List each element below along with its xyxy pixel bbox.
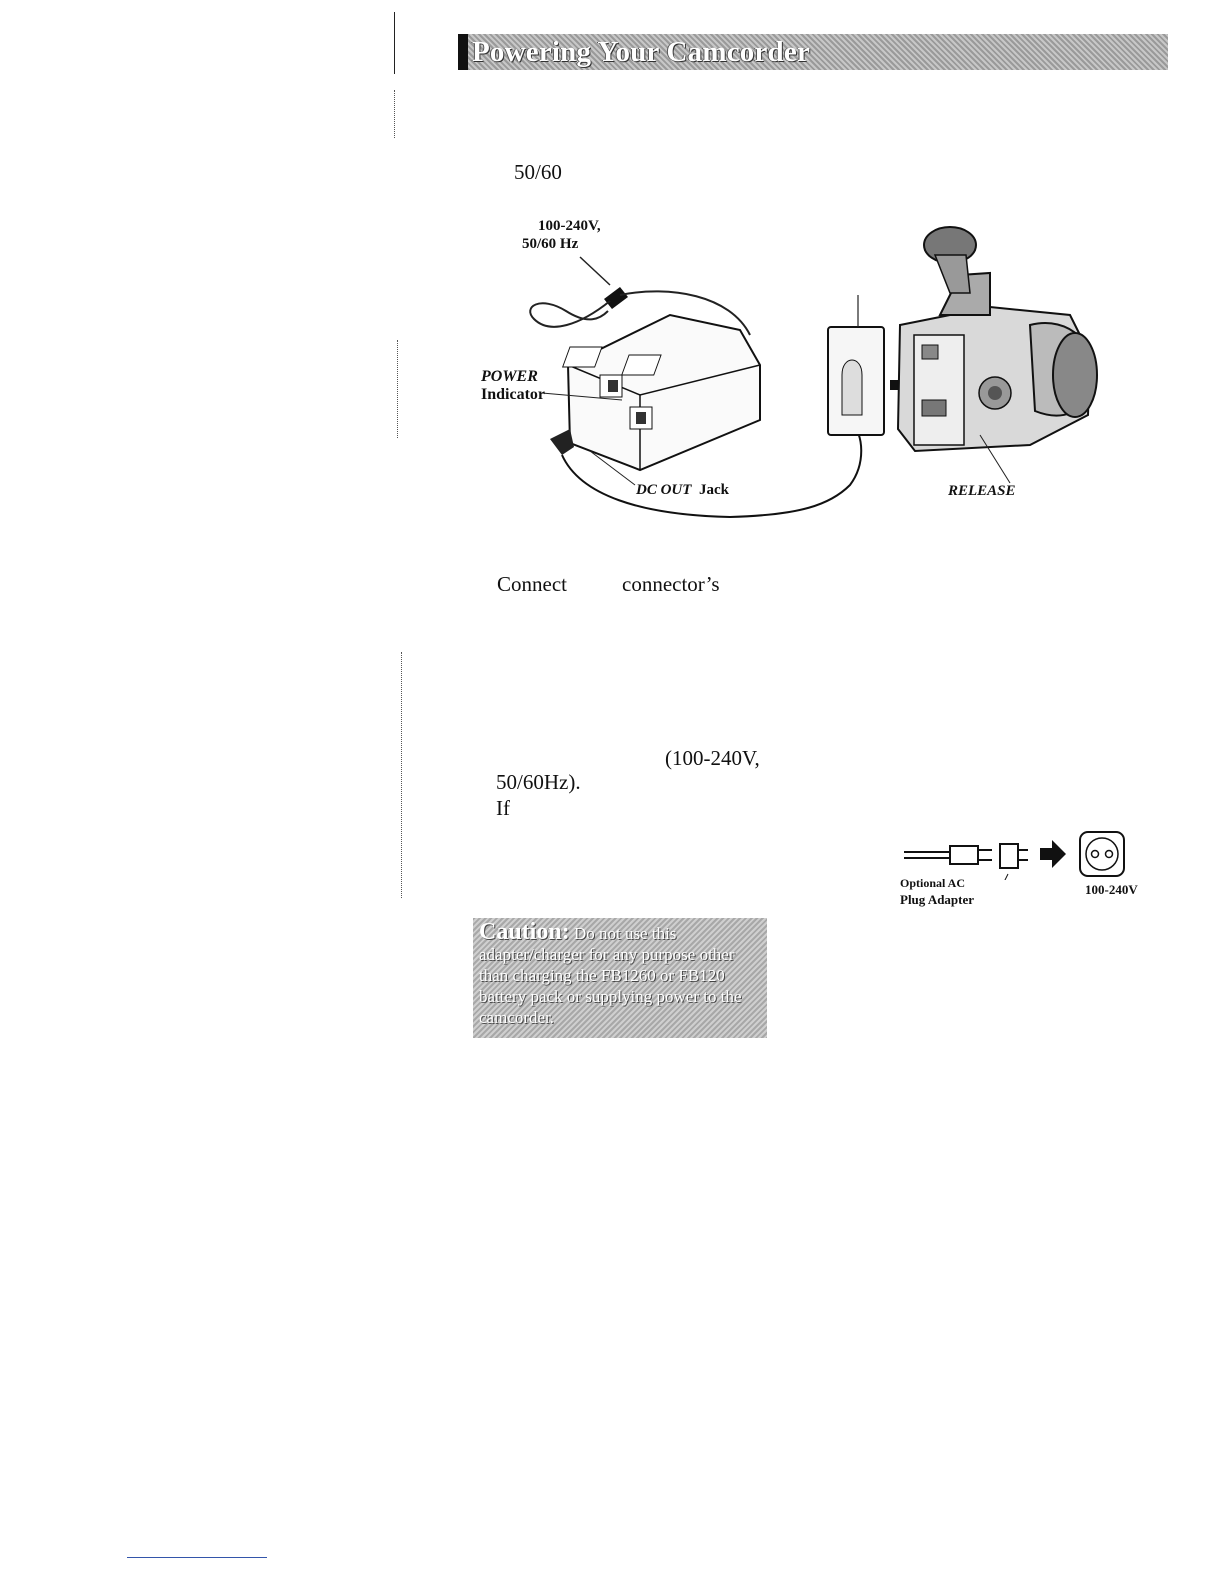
caution-box xyxy=(473,918,767,1038)
text-if: If xyxy=(496,796,510,820)
text-frequency: 50/60Hz). xyxy=(496,770,581,794)
page-title: Powering Your Camcorder xyxy=(472,36,811,68)
indicator-label: Indicator xyxy=(481,386,545,403)
caution-heading: Caution: xyxy=(479,919,570,945)
caution-text: Do not use this adapter/charger for any purpose other than charging the FB1260 or FB120 battery pack or supplying power to the camcorder. xyxy=(479,924,742,1027)
plug-rating-frequency: 50/60 Hz xyxy=(522,236,579,252)
margin-rule xyxy=(401,652,403,898)
margin-rule xyxy=(394,90,396,138)
text-voltage-range: (100-240V, xyxy=(665,746,760,770)
text-50-60: 50/60 xyxy=(514,160,562,184)
outlet-voltage-label: 100-240V xyxy=(1085,882,1138,897)
text-connector: connector’s xyxy=(622,572,720,596)
text-connect: Connect xyxy=(497,572,567,596)
jack-label: Jack xyxy=(699,482,729,498)
release-label: RELEASE xyxy=(948,483,1016,499)
plug-adapter-label: Plug Adapter xyxy=(900,892,975,907)
plug-adapter-illustration xyxy=(900,828,1140,880)
margin-rule xyxy=(397,340,399,438)
optional-ac-label: Optional AC xyxy=(900,876,966,890)
footer-rule xyxy=(127,1557,267,1558)
adapter-camcorder-illustration xyxy=(470,215,1120,535)
dc-out-label: DC OUT xyxy=(636,482,692,498)
plug-rating-voltage: 100-240V, xyxy=(538,218,601,234)
power-label: POWER xyxy=(481,368,538,385)
margin-rule xyxy=(394,12,395,74)
